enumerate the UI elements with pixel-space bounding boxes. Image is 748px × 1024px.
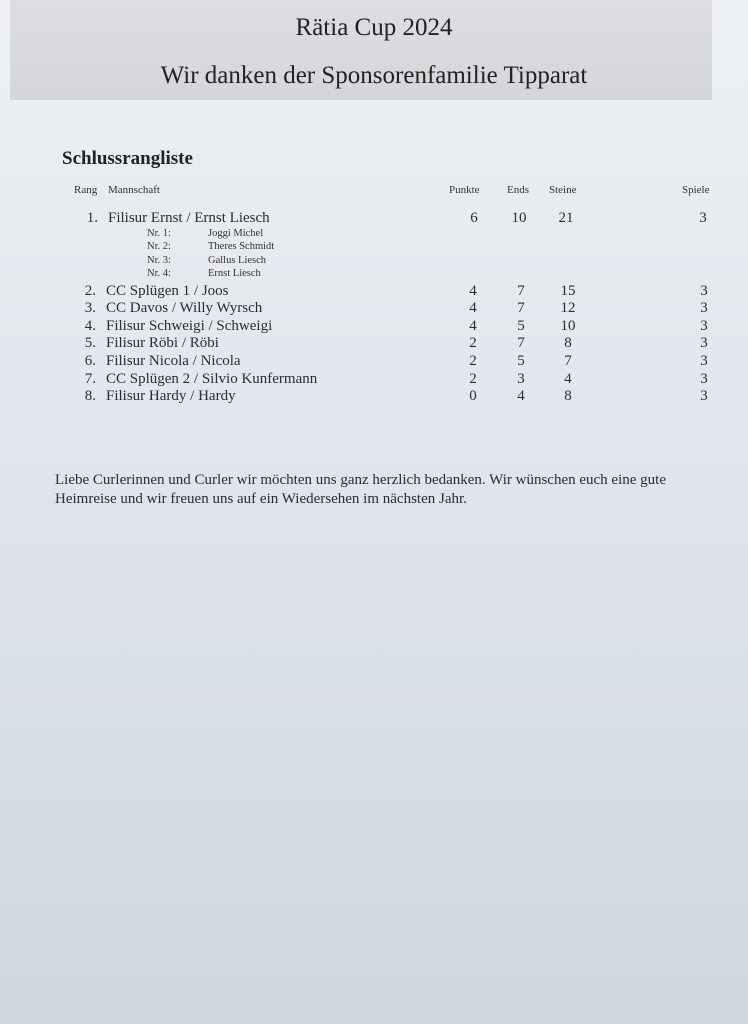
row-ends: 7 xyxy=(517,300,525,316)
row-team: Filisur Hardy / Hardy xyxy=(106,388,236,404)
row-ends: 10 xyxy=(511,210,527,226)
column-header-rang: Rang xyxy=(74,184,98,196)
row-ends: 7 xyxy=(517,335,525,351)
row-spiele: 3 xyxy=(700,388,708,404)
row-rank: 4. xyxy=(84,318,96,334)
row-steine: 10 xyxy=(560,318,576,334)
closing-line-1: Liebe Curlerinnen und Curler wir möchten uns ganz herzlich bedanken. Wir wünschen euch eine gute xyxy=(55,472,666,488)
row-punkte: 6 xyxy=(470,210,478,226)
column-header-steine: Steine xyxy=(549,184,577,196)
member-name: Theres Schmidt xyxy=(208,241,275,252)
row-steine: 7 xyxy=(564,353,572,369)
row-punkte: 2 xyxy=(469,353,477,369)
member-name: Joggi Michel xyxy=(208,228,264,239)
row-team: CC Splügen 2 / Silvio Kunfermann xyxy=(106,371,318,387)
row-spiele: 3 xyxy=(700,335,708,351)
row-rank: 6. xyxy=(84,353,96,369)
table-row xyxy=(0,318,748,336)
row-ends: 3 xyxy=(517,371,525,387)
member-row xyxy=(0,228,748,242)
row-punkte: 0 xyxy=(469,388,477,404)
row-punkte: 4 xyxy=(469,283,477,299)
section-title: Schlussrangliste xyxy=(62,148,193,169)
member-nr: Nr. 4: xyxy=(147,268,171,279)
row-team: Filisur Schweigi / Schweigi xyxy=(106,318,273,334)
row-spiele: 3 xyxy=(700,283,708,299)
row-team: Filisur Nicola / Nicola xyxy=(106,353,241,369)
row-rank: 8. xyxy=(84,388,96,404)
table-row xyxy=(0,283,748,301)
row-steine: 8 xyxy=(564,335,572,351)
row-ends: 5 xyxy=(517,353,525,369)
row-team: Filisur Röbi / Röbi xyxy=(106,335,219,351)
table-row xyxy=(0,300,748,318)
row-punkte: 2 xyxy=(469,371,477,387)
row-punkte: 4 xyxy=(469,318,477,334)
row-ends: 4 xyxy=(517,388,525,404)
column-header-ends: Ends xyxy=(507,184,529,196)
member-row xyxy=(0,268,748,282)
row-steine: 21 xyxy=(558,210,574,226)
row-team: CC Splügen 1 / Joos xyxy=(106,283,229,299)
closing-line-2: Heimreise und wir freuen uns auf ein Wiedersehen im nächsten Jahr. xyxy=(55,491,467,507)
member-nr: Nr. 2: xyxy=(147,241,171,252)
row-steine: 4 xyxy=(564,371,572,387)
row-rank: 5. xyxy=(84,335,96,351)
row-ends: 7 xyxy=(517,283,525,299)
member-row xyxy=(0,241,748,255)
row-steine: 12 xyxy=(560,300,576,316)
column-header-spiele: Spiele xyxy=(682,184,710,196)
member-nr: Nr. 1: xyxy=(147,228,171,239)
row-spiele: 3 xyxy=(700,300,708,316)
row-punkte: 4 xyxy=(469,300,477,316)
row-steine: 15 xyxy=(560,283,576,299)
member-name: Ernst Liesch xyxy=(208,268,261,279)
table-row xyxy=(0,210,748,228)
row-rank: 7. xyxy=(84,371,96,387)
column-header-mannschaft: Mannschaft xyxy=(108,184,160,196)
row-team: CC Davos / Willy Wyrsch xyxy=(106,300,263,316)
table-row xyxy=(0,335,748,353)
row-spiele: 3 xyxy=(699,210,707,226)
row-punkte: 2 xyxy=(469,335,477,351)
member-row xyxy=(0,255,748,269)
table-row xyxy=(0,388,748,406)
table-row xyxy=(0,353,748,371)
table-row xyxy=(0,371,748,389)
row-ends: 5 xyxy=(517,318,525,334)
member-nr: Nr. 3: xyxy=(147,255,171,266)
row-spiele: 3 xyxy=(700,371,708,387)
row-spiele: 3 xyxy=(700,318,708,334)
closing-message xyxy=(55,471,715,509)
row-team: Filisur Ernst / Ernst Liesch xyxy=(108,210,270,226)
page-subtitle: Wir danken der Sponsorenfamilie Tipparat xyxy=(160,62,588,89)
row-rank: 2. xyxy=(84,283,96,299)
row-spiele: 3 xyxy=(700,353,708,369)
column-header-punkte: Punkte xyxy=(449,184,480,196)
row-steine: 8 xyxy=(564,388,572,404)
member-name: Gallus Liesch xyxy=(208,255,267,266)
row-rank: 3. xyxy=(84,300,96,316)
page-title: Rätia Cup 2024 xyxy=(295,14,453,41)
row-rank: 1. xyxy=(86,210,98,226)
